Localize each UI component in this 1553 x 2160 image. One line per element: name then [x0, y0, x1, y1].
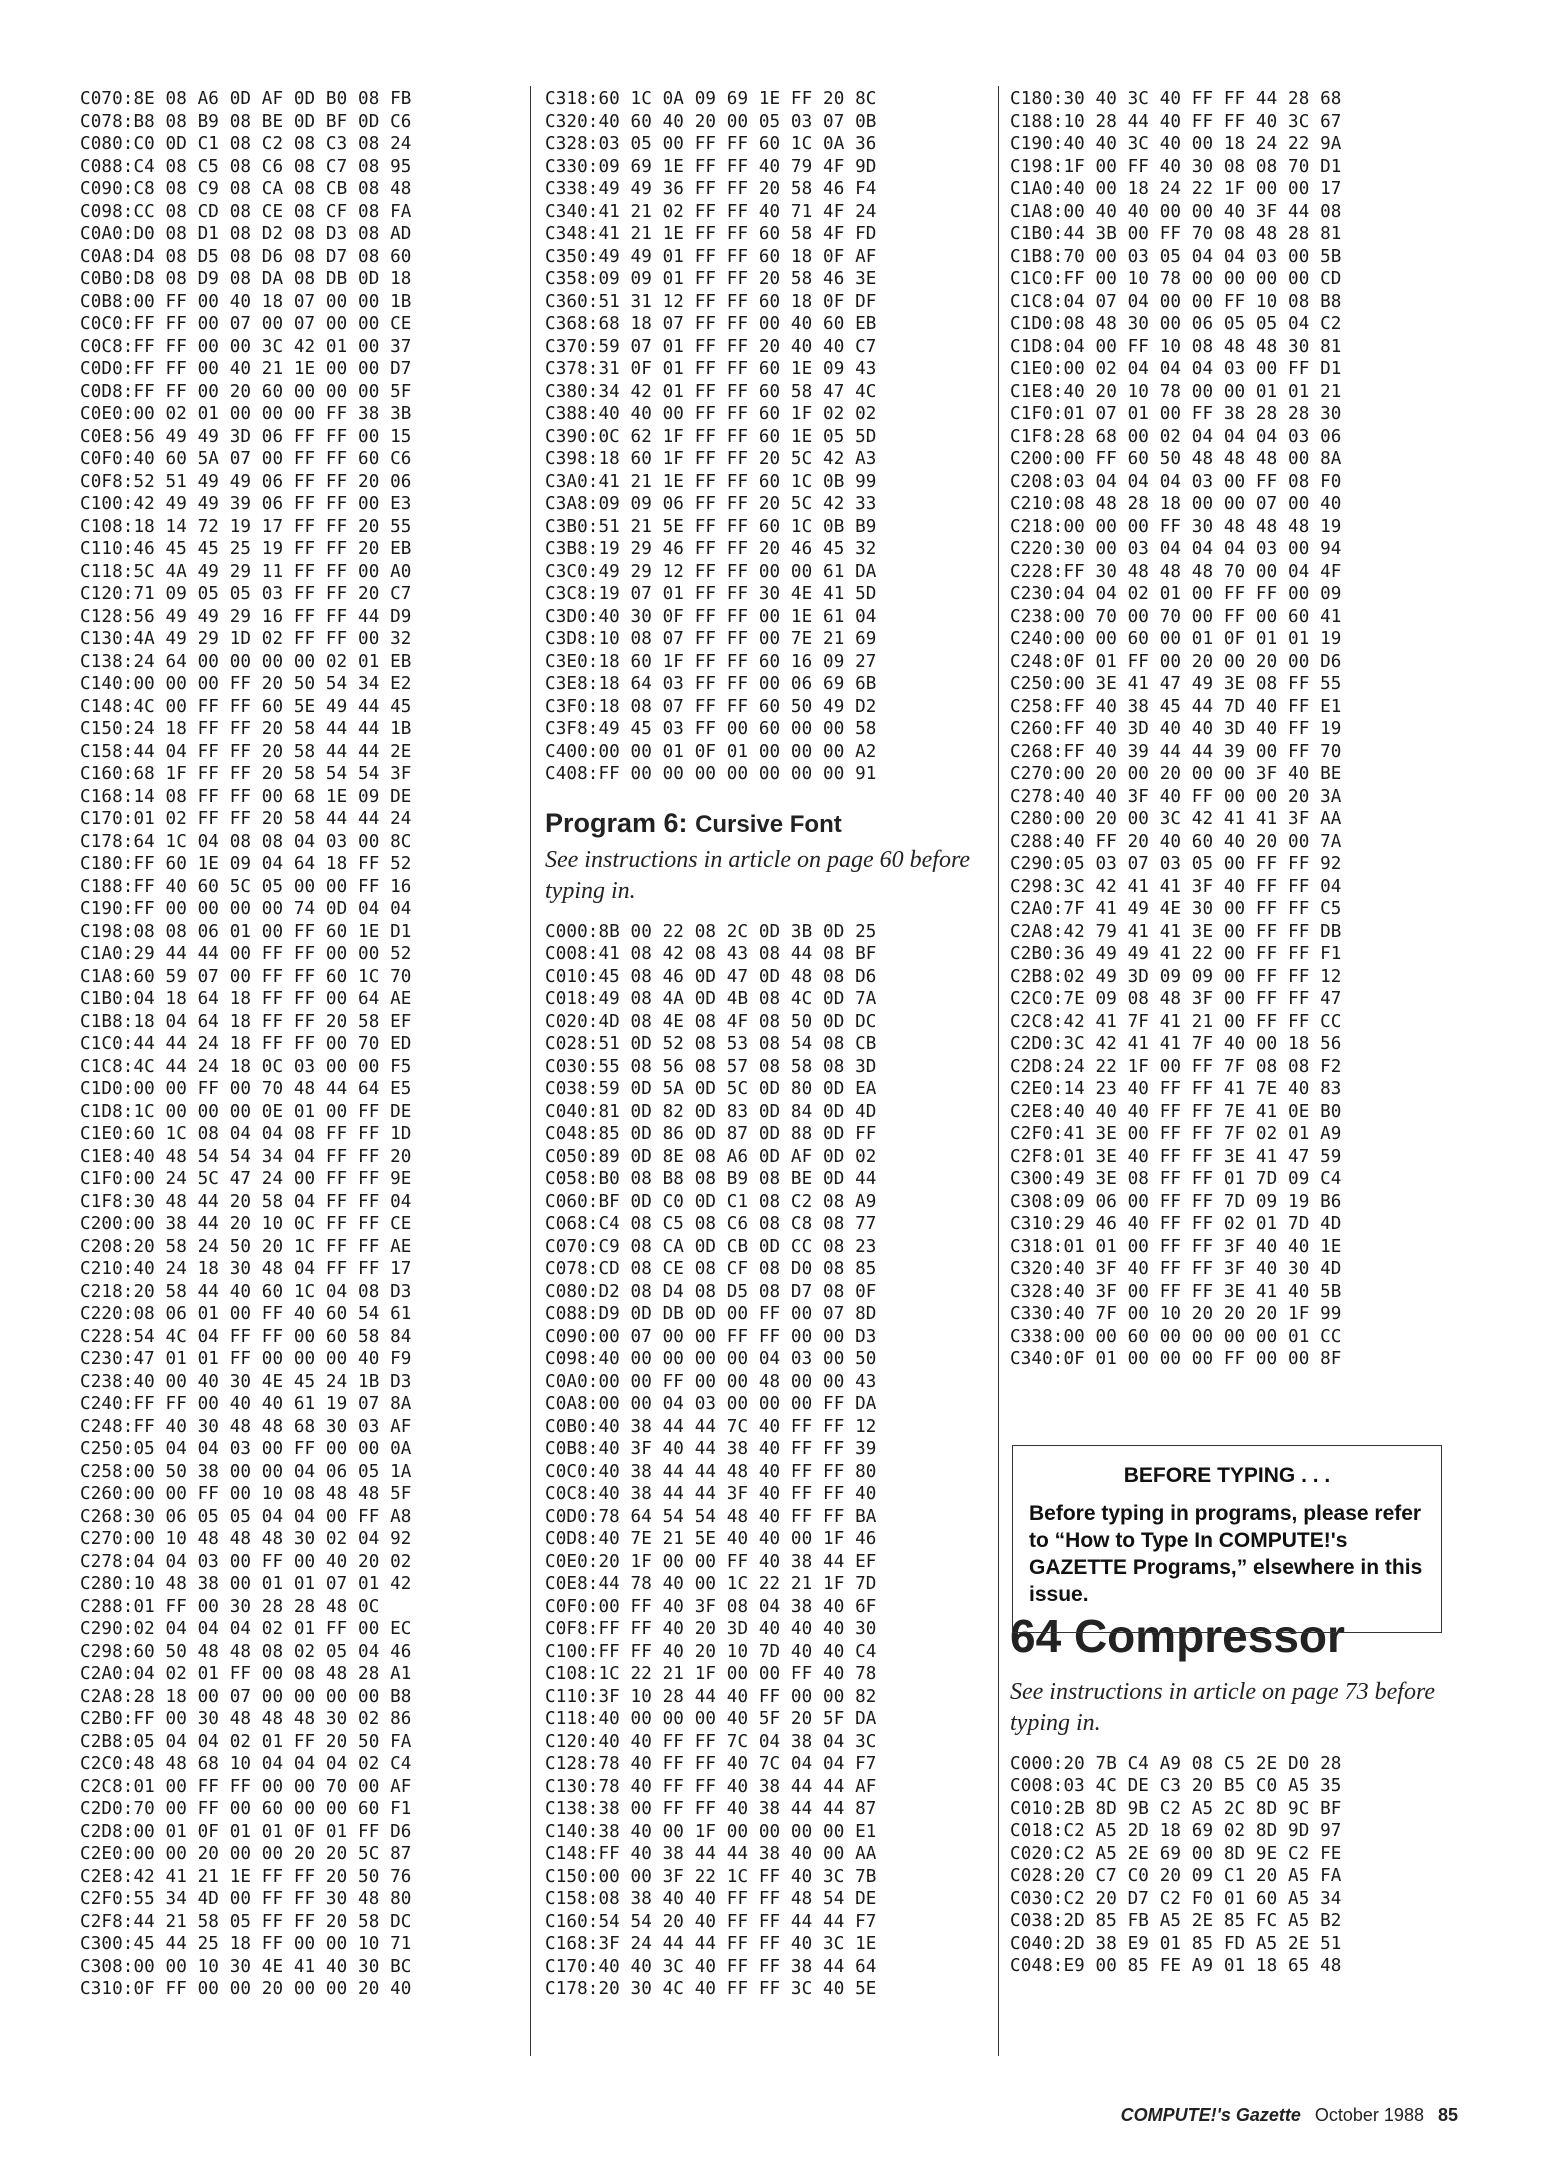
listing-line: C2E8:42 41 21 1E FF FF 20 50 76 [80, 1866, 412, 1887]
listing-line: C0C0:40 38 44 44 48 40 FF FF 80 [545, 1461, 877, 1482]
listing-line: C080:D2 08 D4 08 D5 08 D7 08 0F [545, 1281, 877, 1302]
listing-line: C388:40 40 00 FF FF 60 1F 02 02 [545, 404, 877, 424]
listing-line: C068:C4 08 C5 08 C6 08 C8 08 77 [545, 1214, 877, 1234]
listing-line: C1D0:00 00 FF 00 70 48 44 64 E5 [80, 1079, 412, 1099]
listing-line: C030:C2 20 D7 C2 F0 01 60 A5 34 [1010, 1888, 1342, 1909]
listing-line: C148:FF 40 38 44 44 38 40 00 AA [545, 1844, 877, 1864]
listing-line: C400:00 00 01 0F 01 00 00 00 A2 [545, 741, 877, 762]
listing-line: C270:00 10 48 48 48 30 02 04 92 [80, 1529, 412, 1549]
listing-line: C0B8:00 FF 00 40 18 07 00 00 1B [80, 291, 412, 312]
listing-line: C370:59 07 01 FF FF 20 40 40 C7 [545, 336, 877, 357]
listing-line: C380:34 42 01 FF FF 60 58 47 4C [545, 381, 877, 402]
listing-line: C040:81 0D 82 0D 83 0D 84 0D 4D [545, 1101, 877, 1122]
listing-line: C408:FF 00 00 00 00 00 00 00 91 [545, 764, 877, 784]
listing-line: C250:00 3E 41 47 49 3E 08 FF 55 [1010, 674, 1342, 694]
column-rule [998, 86, 999, 2056]
listing-line: C008:41 08 42 08 43 08 44 08 BF [545, 944, 877, 964]
listing-line: C138:38 00 FF FF 40 38 44 44 87 [545, 1799, 877, 1819]
listing-line: C078:CD 08 CE 08 CF 08 D0 08 85 [545, 1259, 877, 1279]
before-typing-notice [1012, 1445, 1442, 1633]
page-footer [1121, 2105, 1458, 2126]
listing-line: C220:30 00 03 04 04 04 03 00 94 [1010, 539, 1342, 559]
listing-line: C148:4C 00 FF FF 60 5E 49 44 45 [80, 696, 412, 717]
hex-listing [1010, 88, 1450, 1371]
listing-line: C2A0:04 02 01 FF 00 08 48 28 A1 [80, 1664, 412, 1684]
listing-line: C0D8:40 7E 21 5E 40 40 00 1F 46 [545, 1529, 877, 1549]
listing-line: C2D8:24 22 1F 00 FF 7F 08 08 F2 [1010, 1056, 1342, 1077]
listing-line: C090:C8 08 C9 08 CA 08 CB 08 48 [80, 179, 412, 199]
listing-line: C3C0:49 29 12 FF FF 00 00 61 DA [545, 561, 877, 582]
listing-line: C238:40 00 40 30 4E 45 24 1B D3 [80, 1371, 412, 1392]
listing-line: C1A0:29 44 44 00 FF FF 00 00 52 [80, 944, 412, 964]
listing-line: C038:2D 85 FB A5 2E 85 FC A5 B2 [1010, 1911, 1342, 1931]
listing-line: C070:C9 08 CA 0D CB 0D CC 08 23 [545, 1236, 877, 1257]
listing-line: C108:18 14 72 19 17 FF FF 20 55 [80, 516, 412, 537]
listing-line: C0B8:40 3F 40 44 38 40 FF FF 39 [545, 1439, 877, 1459]
listing-line: C0F8:FF FF 40 20 3D 40 40 40 30 [545, 1619, 877, 1639]
listing-line: C008:03 4C DE C3 20 B5 C0 A5 35 [1010, 1776, 1342, 1796]
listing-line: C118:40 00 00 00 40 5F 20 5F DA [545, 1709, 877, 1729]
listing-line: C0A0:00 00 FF 00 00 48 00 00 43 [545, 1371, 877, 1392]
listing-line: C3D8:10 08 07 FF FF 00 7E 21 69 [545, 629, 877, 649]
listing-line: C080:C0 0D C1 08 C2 08 C3 08 24 [80, 134, 412, 154]
listing-line: C020:4D 08 4E 08 4F 08 50 0D DC [545, 1011, 877, 1032]
listing-line: C198:08 08 06 01 00 FF 60 1E D1 [80, 921, 412, 942]
listing-line: C358:09 09 01 FF FF 20 58 46 3E [545, 269, 877, 289]
listing-line: C2C0:48 48 68 10 04 04 04 02 C4 [80, 1754, 412, 1774]
listing-line: C268:30 06 05 05 04 04 00 FF A8 [80, 1506, 412, 1527]
listing-line: C088:C4 08 C5 08 C6 08 C7 08 95 [80, 156, 412, 177]
listing-line: C040:2D 38 E9 01 85 FD A5 2E 51 [1010, 1933, 1342, 1954]
listing-line: C2C8:42 41 7F 41 21 00 FF FF CC [1010, 1011, 1342, 1032]
listing-line: C1F8:28 68 00 02 04 04 04 03 06 [1010, 426, 1342, 447]
listing-line: C318:60 1C 0A 09 69 1E FF 20 8C [545, 89, 877, 109]
listing-line: C1F8:30 48 44 20 58 04 FF FF 04 [80, 1191, 412, 1212]
listing-line: C200:00 FF 60 50 48 48 48 00 8A [1010, 449, 1342, 469]
listing-line: C170:40 40 3C 40 FF FF 38 44 64 [545, 1956, 877, 1977]
listing-line: C150:24 18 FF FF 20 58 44 44 1B [80, 719, 412, 739]
listing-line: C0A8:00 00 04 03 00 00 00 FF DA [545, 1394, 877, 1414]
listing-line: C270:00 20 00 20 00 00 3F 40 BE [1010, 764, 1342, 784]
listing-line: C0F8:52 51 49 49 06 FF FF 20 06 [80, 471, 412, 492]
program-6-title [545, 808, 985, 839]
listing-line: C168:3F 24 44 44 FF FF 40 3C 1E [545, 1934, 877, 1954]
hex-listing [80, 88, 520, 2001]
listing-line: C290:02 04 04 04 02 01 FF 00 EC [80, 1619, 412, 1639]
listing-line: C130:4A 49 29 1D 02 FF FF 00 32 [80, 629, 412, 649]
listing-line: C298:60 50 48 48 08 02 05 04 46 [80, 1641, 412, 1662]
listing-line: C2D8:00 01 0F 01 01 0F 01 FF D6 [80, 1821, 412, 1842]
listing-line: C098:40 00 00 00 00 04 03 00 50 [545, 1349, 877, 1369]
listing-line: C0E0:20 1F 00 00 FF 40 38 44 EF [545, 1551, 877, 1572]
listing-line: C1D8:1C 00 00 00 0E 01 00 FF DE [80, 1101, 412, 1122]
listing-line: C0F0:00 FF 40 3F 08 04 38 40 6F [545, 1596, 877, 1617]
listing-line: C198:1F 00 FF 40 30 08 08 70 D1 [1010, 156, 1342, 177]
listing-line: C078:B8 08 B9 08 BE 0D BF 0D C6 [80, 111, 412, 132]
listing-line: C208:03 04 04 04 03 00 FF 08 F0 [1010, 471, 1342, 492]
listing-line: C310:0F FF 00 00 20 00 00 20 40 [80, 1979, 412, 1999]
listing-line: C010:45 08 46 0D 47 0D 48 08 D6 [545, 966, 877, 987]
listing-line: C030:55 08 56 08 57 08 58 08 3D [545, 1056, 877, 1077]
listing-line: C260:00 00 FF 00 10 08 48 48 5F [80, 1484, 412, 1504]
listing-line: C3B8:19 29 46 FF FF 20 46 45 32 [545, 539, 877, 559]
listing-line: C3A8:09 09 06 FF FF 20 5C 42 33 [545, 494, 877, 514]
listing-line: C258:FF 40 38 45 44 7D 40 FF E1 [1010, 696, 1342, 717]
listing-line: C2B8:05 04 04 02 01 FF 20 50 FA [80, 1731, 412, 1752]
listing-line: C1E0:00 02 04 04 04 03 00 FF D1 [1010, 359, 1342, 379]
listing-line: C1D8:04 00 FF 10 08 48 48 30 81 [1010, 336, 1342, 357]
listing-line: C010:2B 8D 9B C2 A5 2C 8D 9C BF [1010, 1798, 1342, 1819]
listing-line: C178:64 1C 04 08 08 04 03 00 8C [80, 831, 412, 852]
listing-line: C360:51 31 12 FF FF 60 18 0F DF [545, 291, 877, 312]
listing-line: C1B0:44 3B 00 FF 70 08 48 28 81 [1010, 224, 1342, 244]
listing-line: C100:FF FF 40 20 10 7D 40 40 C4 [545, 1641, 877, 1662]
listing-line: C288:40 FF 20 40 60 40 20 00 7A [1010, 831, 1342, 852]
listing-line: C0C0:FF FF 00 07 00 07 00 00 CE [80, 314, 412, 334]
listing-line: C210:08 48 28 18 00 00 07 00 40 [1010, 494, 1342, 514]
listing-line: C300:45 44 25 18 FF 00 00 10 71 [80, 1934, 412, 1954]
listing-line: C2C8:01 00 FF FF 00 00 70 00 AF [80, 1776, 412, 1797]
listing-line: C048:85 0D 86 0D 87 0D 88 0D FF [545, 1124, 877, 1144]
listing-line: C0F0:40 60 5A 07 00 FF FF 60 C6 [80, 449, 412, 469]
listing-line: C090:00 07 00 00 FF FF 00 00 D3 [545, 1326, 877, 1347]
listing-line: C180:30 40 3C 40 FF FF 44 28 68 [1010, 89, 1342, 109]
listing-line: C160:68 1F FF FF 20 58 54 54 3F [80, 764, 412, 784]
listing-line: C310:29 46 40 FF FF 02 01 7D 4D [1010, 1214, 1342, 1234]
listing-line: C208:20 58 24 50 20 1C FF FF AE [80, 1236, 412, 1257]
listing-line: C1A0:40 00 18 24 22 1F 00 00 17 [1010, 179, 1342, 199]
listing-line: C018:C2 A5 2D 18 69 02 8D 9D 97 [1010, 1821, 1342, 1841]
listing-line: C140:00 00 00 FF 20 50 54 34 E2 [80, 674, 412, 694]
listing-line: C1E0:60 1C 08 04 04 08 FF FF 1D [80, 1124, 412, 1144]
listing-line: C028:20 C7 C0 20 09 C1 20 A5 FA [1010, 1866, 1342, 1886]
hex-listing [545, 921, 985, 2001]
listing-line: C330:40 7F 00 10 20 20 20 1F 99 [1010, 1304, 1342, 1324]
listing-line: C2F0:41 3E 00 FF FF 7F 02 01 A9 [1010, 1124, 1342, 1144]
page-number: 85 [1437, 2105, 1458, 2125]
listing-line: C278:40 40 3F 40 FF 00 00 20 3A [1010, 786, 1342, 807]
column-rule [530, 86, 531, 2056]
listing-line: C2A0:7F 41 49 4E 30 00 FF FF C5 [1010, 899, 1342, 919]
listing-line: C338:00 00 60 00 00 00 00 01 CC [1010, 1326, 1342, 1347]
listing-line: C298:3C 42 41 41 3F 40 FF FF 04 [1010, 876, 1342, 897]
listing-line: C230:04 04 02 01 00 FF FF 00 09 [1010, 584, 1342, 604]
listing-line: C2E8:40 40 40 FF FF 7E 41 0E B0 [1010, 1101, 1342, 1122]
listing-line: C0A0:D0 08 D1 08 D2 08 D3 08 AD [80, 224, 412, 244]
listing-line: C238:00 70 00 70 00 FF 00 60 41 [1010, 606, 1342, 627]
issue-date: October 1988 [1314, 2105, 1424, 2125]
listing-line: C018:49 08 4A 0D 4B 08 4C 0D 7A [545, 989, 877, 1009]
listing-line: C338:49 49 36 FF FF 20 58 46 F4 [545, 179, 877, 199]
listing-line: C3F8:49 45 03 FF 00 60 00 00 58 [545, 719, 877, 739]
listing-line: C0D0:FF FF 00 40 21 1E 00 00 D7 [80, 359, 412, 379]
listing-line: C2E0:14 23 40 FF FF 41 7E 40 83 [1010, 1079, 1342, 1099]
listing-line: C250:05 04 04 03 00 FF 00 00 0A [80, 1439, 412, 1459]
listing-line: C280:10 48 38 00 01 01 07 01 42 [80, 1574, 412, 1594]
listing-line: C160:54 54 20 40 FF FF 44 44 F7 [545, 1911, 877, 1932]
listing-line: C390:0C 62 1F FF FF 60 1E 05 5D [545, 426, 877, 447]
listing-line: C188:10 28 44 40 FF FF 40 3C 67 [1010, 111, 1342, 132]
magazine-name: COMPUTE!'s Gazette [1120, 2105, 1301, 2125]
listing-line: C1C8:4C 44 24 18 0C 03 00 00 F5 [80, 1056, 412, 1077]
listing-line: C098:CC 08 CD 08 CE 08 CF 08 FA [80, 201, 412, 222]
listing-line: C378:31 0F 01 FF FF 60 1E 09 43 [545, 359, 877, 379]
listing-line: C0E0:00 02 01 00 00 00 FF 38 3B [80, 404, 412, 424]
listing-line: C020:C2 A5 2E 69 00 8D 9E C2 FE [1010, 1843, 1342, 1864]
listing-line: C0E8:44 78 40 00 1C 22 21 1F 7D [545, 1574, 877, 1594]
listing-line: C0B0:40 38 44 44 7C 40 FF FF 12 [545, 1416, 877, 1437]
listing-line: C278:04 04 03 00 FF 00 40 20 02 [80, 1551, 412, 1572]
listing-line: C2A8:28 18 00 07 00 00 00 00 B8 [80, 1686, 412, 1707]
listing-line: C2F8:44 21 58 05 FF FF 20 58 DC [80, 1911, 412, 1932]
listing-line: C240:00 00 60 00 01 0F 01 01 19 [1010, 629, 1342, 649]
listing-line: C368:68 18 07 FF FF 00 40 60 EB [545, 314, 877, 334]
listing-line: C1F0:00 24 5C 47 24 00 FF FF 9E [80, 1169, 412, 1189]
listing-line: C230:47 01 01 FF 00 00 00 40 F9 [80, 1349, 412, 1369]
listing-line: C228:FF 30 48 48 48 70 00 04 4F [1010, 561, 1342, 582]
listing-column-1 [80, 88, 520, 2001]
listing-line: C178:20 30 4C 40 FF FF 3C 40 5E [545, 1979, 877, 1999]
listing-line: C320:40 3F 40 FF FF 3F 40 30 4D [1010, 1259, 1342, 1279]
listing-line: C1F0:01 07 01 00 FF 38 28 28 30 [1010, 404, 1342, 424]
listing-line: C1A8:00 40 40 00 00 40 3F 44 08 [1010, 201, 1342, 222]
listing-line: C340:0F 01 00 00 00 FF 00 00 8F [1010, 1349, 1342, 1369]
listing-line: C158:44 04 FF FF 20 58 44 44 2E [80, 741, 412, 762]
listing-line: C0D0:78 64 54 54 48 40 FF FF BA [545, 1506, 877, 1527]
listing-line: C1C0:44 44 24 18 FF FF 00 70 ED [80, 1034, 412, 1054]
listing-line: C100:42 49 49 39 06 FF FF 00 E3 [80, 494, 412, 514]
listing-line: C170:01 02 FF FF 20 58 44 44 24 [80, 809, 412, 829]
listing-line: C118:5C 4A 49 29 11 FF FF 00 A0 [80, 561, 412, 582]
listing-line: C280:00 20 00 3C 42 41 41 3F AA [1010, 809, 1342, 829]
hex-listing [1010, 1753, 1450, 1978]
listing-line: C058:B0 08 B8 08 B9 08 BE 0D 44 [545, 1169, 877, 1189]
listing-line: C318:01 01 00 FF FF 3F 40 40 1E [1010, 1236, 1342, 1257]
listing-line: C2F8:01 3E 40 FF FF 3E 41 47 59 [1010, 1146, 1342, 1167]
listing-line: C290:05 03 07 03 05 00 FF FF 92 [1010, 854, 1342, 874]
listing-line: C268:FF 40 39 44 44 39 00 FF 70 [1010, 741, 1342, 762]
listing-line: C350:49 49 01 FF FF 60 18 0F AF [545, 246, 877, 267]
listing-line: C1E8:40 48 54 54 34 04 FF FF 20 [80, 1146, 412, 1167]
listing-line: C2D0:70 00 FF 00 60 00 00 60 F1 [80, 1799, 412, 1819]
notice-body: Before typing in programs, please refer to “How to Type In COMPUTE!'s GAZETTE Programs,” elsewhere in this issue. [1029, 1502, 1423, 1606]
listing-line: C188:FF 40 60 5C 05 00 00 FF 16 [80, 876, 412, 897]
listing-line: C110:3F 10 28 44 40 FF 00 00 82 [545, 1686, 877, 1707]
listing-line: C1B8:70 00 03 05 04 04 03 00 5B [1010, 246, 1342, 267]
listing-line: C128:78 40 FF FF 40 7C 04 04 F7 [545, 1754, 877, 1774]
listing-column-3 [1010, 88, 1450, 1978]
listing-line: C190:40 40 3C 40 00 18 24 22 9A [1010, 134, 1342, 154]
listing-line: C260:FF 40 3D 40 40 3D 40 FF 19 [1010, 719, 1342, 739]
listing-line: C088:D9 0D DB 0D 00 FF 00 07 8D [545, 1304, 877, 1324]
listing-line: C218:20 58 44 40 60 1C 04 08 D3 [80, 1281, 412, 1302]
listing-line: C2E0:00 00 20 00 00 20 20 5C 87 [80, 1844, 412, 1864]
listing-line: C300:49 3E 08 FF FF 01 7D 09 C4 [1010, 1169, 1342, 1189]
listing-line: C120:71 09 05 05 03 FF FF 20 C7 [80, 584, 412, 604]
listing-line: C3C8:19 07 01 FF FF 30 4E 41 5D [545, 584, 877, 604]
listing-line: C138:24 64 00 00 00 00 02 01 EB [80, 651, 412, 672]
listing-line: C180:FF 60 1E 09 04 64 18 FF 52 [80, 854, 412, 874]
listing-line: C1B0:04 18 64 18 FF FF 00 64 AE [80, 989, 412, 1009]
listing-line: C2C0:7E 09 08 48 3F 00 FF FF 47 [1010, 989, 1342, 1009]
listing-line: C048:E9 00 85 FE A9 01 18 65 48 [1010, 1956, 1342, 1976]
listing-line: C328:40 3F 00 FF FF 3E 41 40 5B [1010, 1281, 1342, 1302]
listing-column-2 [545, 88, 985, 2001]
listing-line: C228:54 4C 04 FF FF 00 60 58 84 [80, 1326, 412, 1347]
listing-line: C398:18 60 1F FF FF 20 5C 42 A3 [545, 449, 877, 469]
listing-line: C190:FF 00 00 00 00 74 0D 04 04 [80, 899, 412, 919]
listing-line: C1C8:04 07 04 00 00 FF 10 08 B8 [1010, 291, 1342, 312]
listing-line: C308:09 06 00 FF FF 7D 09 19 B6 [1010, 1191, 1342, 1212]
listing-line: C3E8:18 64 03 FF FF 00 06 69 6B [545, 674, 877, 694]
listing-line: C340:41 21 02 FF FF 40 71 4F 24 [545, 201, 877, 222]
listing-line: C308:00 00 10 30 4E 41 40 30 BC [80, 1956, 412, 1977]
listing-line: C3B0:51 21 5E FF FF 60 1C 0B B9 [545, 516, 877, 537]
listing-line: C0C8:40 38 44 44 3F 40 FF FF 40 [545, 1484, 877, 1504]
listing-line: C070:8E 08 A6 0D AF 0D B0 08 FB [80, 89, 412, 109]
listing-line: C128:56 49 49 29 16 FF FF 44 D9 [80, 606, 412, 627]
listing-line: C2A8:42 79 41 41 3E 00 FF FF DB [1010, 921, 1342, 942]
listing-line: C0C8:FF FF 00 00 3C 42 01 00 37 [80, 336, 412, 357]
listing-line: C1C0:FF 00 10 78 00 00 00 00 CD [1010, 269, 1342, 289]
listing-line: C3D0:40 30 0F FF FF 00 1E 61 04 [545, 606, 877, 627]
listing-line: C120:40 40 FF FF 7C 04 38 04 3C [545, 1731, 877, 1752]
listing-line: C060:BF 0D C0 0D C1 08 C2 08 A9 [545, 1191, 877, 1212]
listing-line: C248:0F 01 FF 00 20 00 20 00 D6 [1010, 651, 1342, 672]
listing-line: C328:03 05 00 FF FF 60 1C 0A 36 [545, 134, 877, 154]
listing-line: C3F0:18 08 07 FF FF 60 50 49 D2 [545, 696, 877, 717]
listing-line: C220:08 06 01 00 FF 40 60 54 61 [80, 1304, 412, 1324]
listing-line: C0A8:D4 08 D5 08 D6 08 D7 08 60 [80, 246, 412, 267]
program-6-instructions: See instructions in article on page 60 before typing in. [545, 846, 971, 904]
listing-line: C050:89 0D 8E 08 A6 0D AF 0D 02 [545, 1146, 877, 1167]
listing-line: C2B8:02 49 3D 09 09 00 FF FF 12 [1010, 966, 1342, 987]
listing-line: C108:1C 22 21 1F 00 00 FF 40 78 [545, 1664, 877, 1684]
listing-line: C1D0:08 48 30 00 06 05 05 04 C2 [1010, 314, 1342, 334]
listing-line: C000:20 7B C4 A9 08 C5 2E D0 28 [1010, 1753, 1342, 1774]
listing-line: C130:78 40 FF FF 40 38 44 44 AF [545, 1776, 877, 1797]
listing-line: C258:00 50 38 00 00 04 06 05 1A [80, 1461, 412, 1482]
listing-line: C158:08 38 40 40 FF FF 48 54 DE [545, 1889, 877, 1909]
listing-line: C000:8B 00 22 08 2C 0D 3B 0D 25 [545, 921, 877, 942]
listing-line: C3A0:41 21 1E FF FF 60 1C 0B 99 [545, 471, 877, 492]
listing-line: C140:38 40 00 1F 00 00 00 00 E1 [545, 1821, 877, 1842]
program-label: Program 6: [545, 807, 688, 838]
listing-line: C028:51 0D 52 08 53 08 54 08 CB [545, 1034, 877, 1054]
listing-line: C2B0:FF 00 30 48 48 48 30 02 86 [80, 1709, 412, 1729]
listing-line: C150:00 00 3F 22 1C FF 40 3C 7B [545, 1866, 877, 1887]
program-subtitle: Cursive Font [695, 810, 842, 838]
listing-line: C1B8:18 04 64 18 FF FF 20 58 EF [80, 1011, 412, 1032]
listing-line: C2B0:36 49 49 41 22 00 FF FF F1 [1010, 944, 1342, 964]
listing-line: C1A8:60 59 07 00 FF FF 60 1C 70 [80, 966, 412, 987]
listing-line: C038:59 0D 5A 0D 5C 0D 80 0D EA [545, 1079, 877, 1099]
listing-line: C0E8:56 49 49 3D 06 FF FF 00 15 [80, 426, 412, 447]
listing-line: C240:FF FF 00 40 40 61 19 07 8A [80, 1394, 412, 1414]
listing-line: C110:46 45 45 25 19 FF FF 20 EB [80, 539, 412, 559]
notice-heading: BEFORE TYPING . . . [1123, 1464, 1331, 1487]
listing-line: C0B0:D8 08 D9 08 DA 08 DB 0D 18 [80, 269, 412, 289]
listing-line: C348:41 21 1E FF FF 60 58 4F FD [545, 224, 877, 244]
listing-line: C2D0:3C 42 41 41 7F 40 00 18 56 [1010, 1034, 1342, 1054]
listing-line: C3E0:18 60 1F FF FF 60 16 09 27 [545, 651, 877, 672]
listing-line: C288:01 FF 00 30 28 28 48 0C [80, 1596, 380, 1617]
compressor-instructions: See instructions in article on page 73 before typing in. [1010, 1678, 1436, 1736]
listing-line: C2F0:55 34 4D 00 FF FF 30 48 80 [80, 1889, 412, 1909]
listing-line: C248:FF 40 30 48 48 68 30 03 AF [80, 1416, 412, 1437]
listing-line: C200:00 38 44 20 10 0C FF FF CE [80, 1214, 412, 1234]
listing-line: C330:09 69 1E FF FF 40 79 4F 9D [545, 156, 877, 177]
listing-line: C218:00 00 00 FF 30 48 48 48 19 [1010, 516, 1342, 537]
listing-line: C210:40 24 18 30 48 04 FF FF 17 [80, 1259, 412, 1279]
listing-line: C1E8:40 20 10 78 00 00 01 01 21 [1010, 381, 1342, 402]
listing-line: C320:40 60 40 20 00 05 03 07 0B [545, 111, 877, 132]
listing-line: C168:14 08 FF FF 00 68 1E 09 DE [80, 786, 412, 807]
compressor-title: 64 Compressor [1010, 1609, 1345, 1662]
listing-line: C0D8:FF FF 00 20 60 00 00 00 5F [80, 381, 412, 402]
hex-listing [545, 88, 985, 786]
